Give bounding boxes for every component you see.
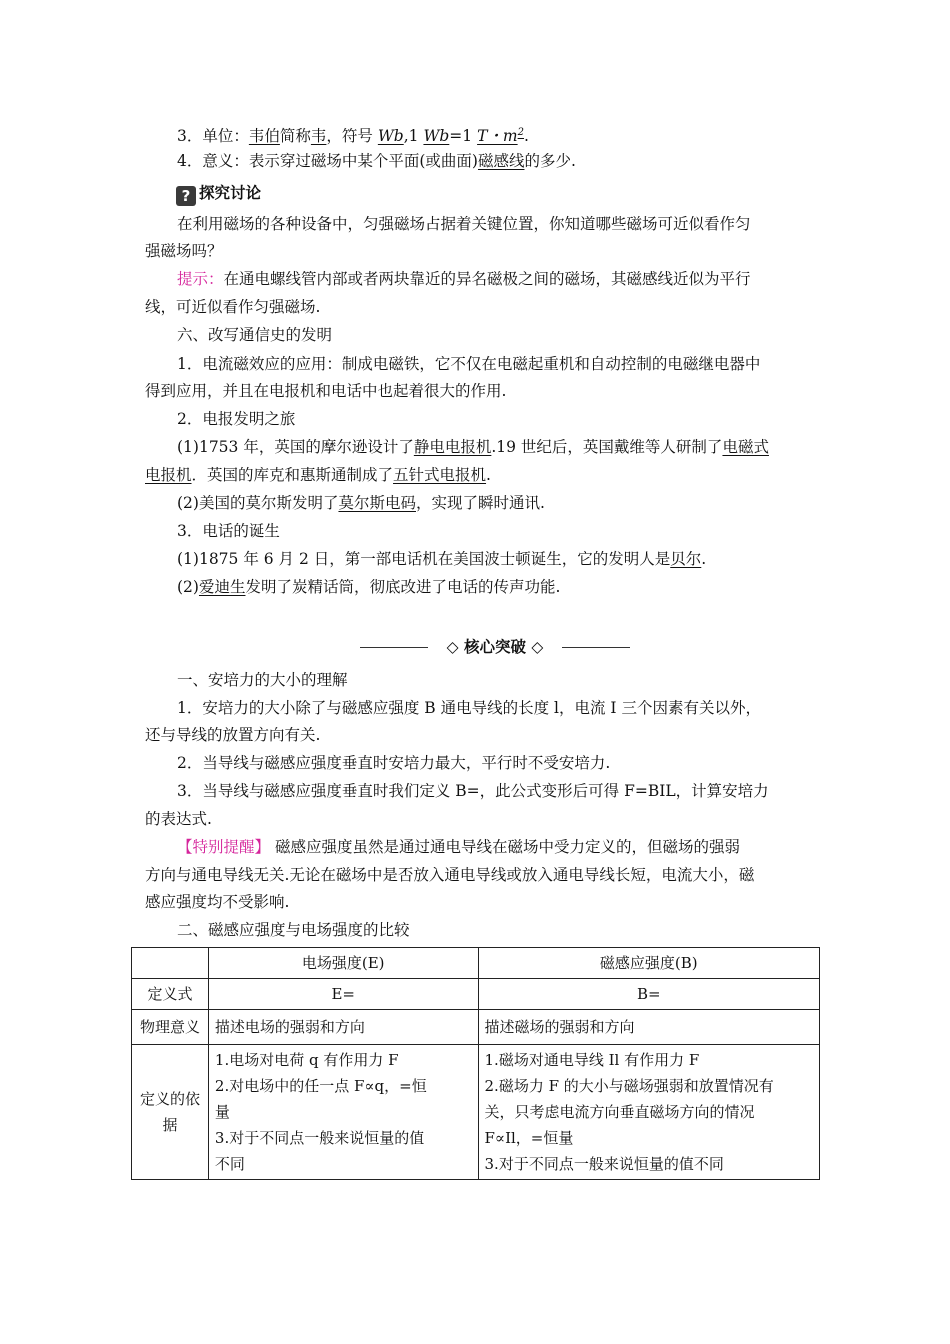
table-row bbox=[132, 1010, 820, 1045]
remind-label: 【特别提醒】 bbox=[177, 838, 271, 856]
phone-line-1: (1)1875 年 6 月 2 日，第一部电话机在美国波士顿诞生，它的发明人是贝尔. bbox=[177, 550, 707, 568]
section-two-heading: 二、磁感应强度与电场强度的比较 bbox=[177, 921, 410, 939]
cell-b-basis: 1.磁场对通电导线 Il 有作用力 F 2.磁场力 F 的大小与磁场强弱和放置情况有 关，只考虑电流方向垂直磁场方向的情况 F∝Il，=恒量 3.对于不同点一般来说恒量的值不同 bbox=[478, 1045, 819, 1180]
section-one-heading: 一、安培力的大小的理解 bbox=[177, 671, 348, 689]
cell-e-definition: E= bbox=[208, 979, 478, 1010]
para-6-2: 2．电报发明之旅 bbox=[177, 410, 296, 428]
remind-line-1: 【特别提醒】 磁感应强度虽然是通过通电导线在磁场中受力定义的，但磁场的强弱 bbox=[177, 838, 740, 856]
para-1-2: 2．当导线与磁感应强度垂直时安培力最大，平行时不受安培力. bbox=[177, 754, 611, 772]
remind-line-2: 方向与通电导线无关.无论在磁场中是否放入通电导线或放入通电导线长短，电流大小，磁 bbox=[145, 866, 755, 884]
morse-line: (2)美国的莫尔斯发明了莫尔斯电码，实现了瞬时通讯. bbox=[177, 494, 545, 512]
row-label-meaning: 物理意义 bbox=[132, 1010, 209, 1045]
divider-rule-right bbox=[562, 647, 630, 648]
cell-b-meaning: 描述磁场的强弱和方向 bbox=[478, 1010, 819, 1045]
cell-e-basis: 1.电场对电荷 q 有作用力 F 2.对电场中的任一点 F∝q，=恒 量 3.对于不同点一般来说恒量的值 不同 bbox=[208, 1045, 478, 1180]
header-e: 电场强度(E) bbox=[208, 948, 478, 979]
table-header-row bbox=[132, 948, 820, 979]
header-b: 磁感应强度(B) bbox=[478, 948, 819, 979]
core-section-title: ◇ 核心突破 ◇ bbox=[446, 638, 544, 656]
para-1-3b: 的表达式. bbox=[145, 810, 212, 828]
row-label-definition: 定义式 bbox=[132, 979, 209, 1010]
hint-line-1: 提示：在通电螺线管内部或者两块靠近的异名磁极之间的磁场，其磁感线近似为平行 bbox=[177, 270, 751, 288]
comparison-table bbox=[131, 947, 820, 1180]
question-mark-icon: ? bbox=[176, 186, 196, 206]
table-row bbox=[132, 979, 820, 1010]
cell-e-meaning: 描述电场的强弱和方向 bbox=[208, 1010, 478, 1045]
table-row bbox=[132, 1045, 820, 1180]
hint-label: 提示： bbox=[177, 270, 224, 288]
para-1-3a: 3．当导线与磁感应强度垂直时我们定义 B=，此公式变形后可得 F=BIL，计算安培力 bbox=[177, 782, 769, 800]
phone-line-2: (2)爱迪生发明了炭精话筒，彻底改进了电话的传声功能. bbox=[177, 578, 561, 596]
unit-line: 3．单位：韦伯简称韦，符号 Wb,1 Wb=1 T・$m^2$. bbox=[177, 127, 529, 146]
para-6-1b: 得到应用，并且在电报机和电话中也起着很大的作用. bbox=[145, 382, 507, 400]
para-1-1b: 还与导线的放置方向有关. bbox=[145, 726, 321, 744]
telegraph-line-2: 电报机．英国的库克和惠斯通制成了五针式电报机. bbox=[145, 466, 491, 484]
table-corner-cell bbox=[132, 948, 209, 979]
remind-line-3: 感应强度均不受影响. bbox=[145, 893, 290, 911]
question-line-1: 在利用磁场的各种设备中，匀强磁场占据着关键位置，你知道哪些磁场可近似看作匀 bbox=[177, 215, 751, 233]
explore-heading: ? 探究讨论 bbox=[176, 182, 261, 206]
core-section-divider bbox=[360, 637, 630, 657]
para-1-1a: 1．安培力的大小除了与磁感应强度 B 通电导线的长度 l，电流 I 三个因素有关以外， bbox=[177, 699, 761, 717]
hint-line-2: 线，可近似看作匀强磁场. bbox=[145, 298, 321, 316]
para-6-1a: 1．电流磁效应的应用：制成电磁铁，它不仅在电磁起重机和自动控制的电磁继电器中 bbox=[177, 355, 761, 373]
cell-b-definition: B= bbox=[478, 979, 819, 1010]
row-label-basis: 定义的依据 bbox=[132, 1045, 209, 1180]
para-6-3: 3．电话的诞生 bbox=[177, 522, 280, 540]
section-six-heading: 六、改写通信史的发明 bbox=[177, 326, 333, 344]
meaning-line: 4．意义：表示穿过磁场中某个平面(或曲面)磁感线的多少. bbox=[177, 152, 576, 170]
telegraph-line-1: (1)1753 年，英国的摩尔逊设计了静电电报机.19 世纪后，英国戴维等人研制了电磁式 bbox=[177, 438, 769, 456]
question-line-2: 强磁场吗？ bbox=[145, 242, 223, 260]
